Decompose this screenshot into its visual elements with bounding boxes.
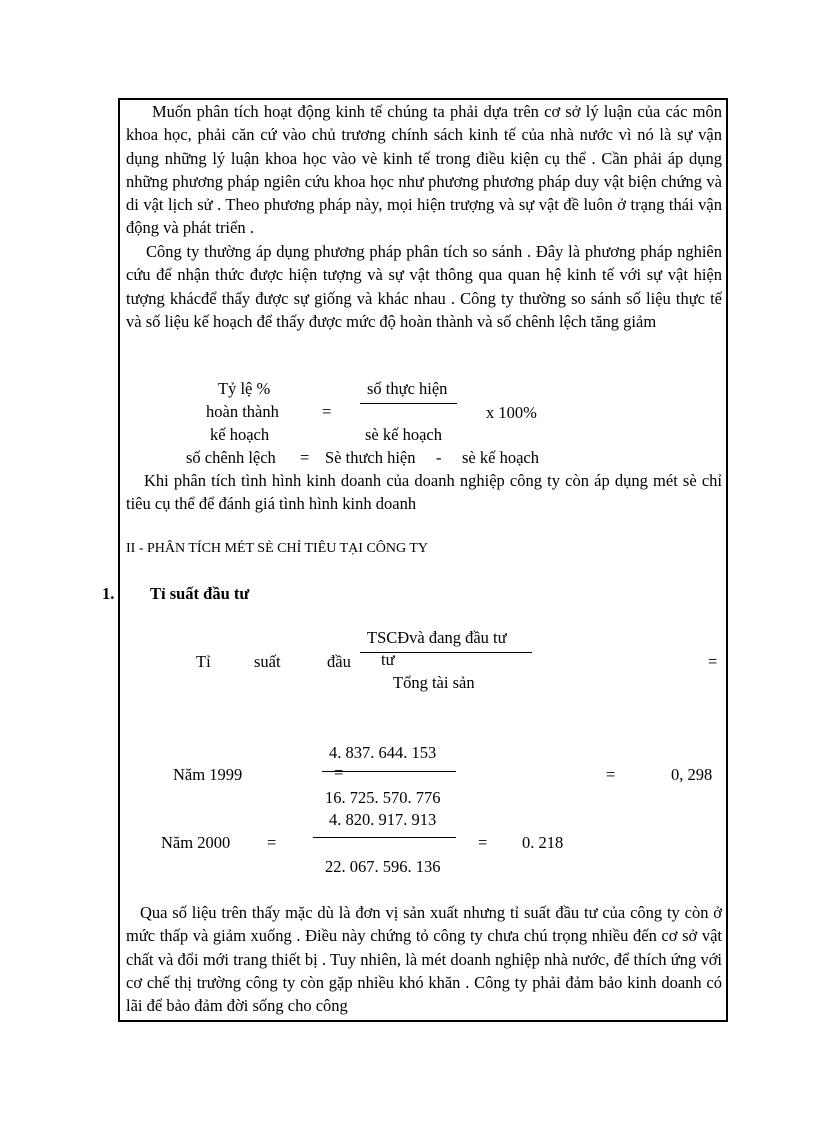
- ratio-numerator: TSCĐvà đang đầu tư: [367, 628, 507, 647]
- formula-equals: =: [322, 402, 332, 421]
- year2000-label: Năm 2000: [161, 833, 231, 852]
- ratio-overflow-word: tư: [381, 650, 395, 669]
- ratio-word-dau: đầu: [327, 652, 351, 671]
- year1999-equals: =: [606, 765, 616, 784]
- year2000-fraction-bar: [313, 837, 456, 838]
- formula-denominator: sè kế hoạch: [365, 425, 442, 444]
- formula-multiplier: x 100%: [486, 403, 537, 422]
- paragraph-indicators: Khi phân tích tình hình kinh doanh của doanh nghiệp công ty còn áp dụng mét sè chỉ tiêu cụ thể để đánh giá tình hình kinh doanh: [126, 471, 722, 514]
- paragraph-methodology: Muốn phân tích hoạt động kinh tế chúng ta phải dựa trên cơ sở lý luận của các môn khoa học, phải căn cứ vào chủ trương chính sách kinh tế của nhà nước vì nó là sự vận dụng những lý luận khoa học vào vè kinh tế trong điều kiện cụ thể . Cần phải áp dụng những phương pháp ngiên cứu khoa học như phương phương pháp duy vật biện chứng và di vật lịch sử . Theo phương pháp này, mọi hiện trượng và sự vật đề luôn ở trạng thái vận động và phát triển .: [126, 102, 722, 238]
- ratio-word-ti: Tỉ: [196, 652, 211, 671]
- year2000-numerator: 4. 820. 917. 913: [329, 810, 437, 829]
- year2000-equals: =: [478, 833, 488, 852]
- section-heading: II - PHÂN TÍCH MÉT SÈ CHỈ TIÊU TẠI CÔNG TY: [126, 541, 429, 556]
- ratio-equals: =: [708, 652, 718, 671]
- diff-formula-minus: -: [436, 448, 442, 467]
- year2000-denominator: 22. 067. 596. 136: [325, 857, 441, 876]
- year1999-numerator: 4. 837. 644. 153: [329, 743, 437, 762]
- subsection-title: Tỉ suất đầu tư: [150, 584, 250, 603]
- paragraph-comparison-method: Công ty thường áp dụng phương pháp phân tích so sánh . Đây là phương pháp nghiên cứu để nhận thức được hiện tượng và sự vật thông qua quan hệ kinh tế với sự vật hiện tượng khácđể thấy được sự giống và khác nhau . Công ty thường so sánh số liệu thực tế và số liệu kế hoạch để thấy được mức độ hoàn thành và số chênh lệch tăng giảm: [126, 242, 722, 331]
- formula-lhs-line3: kế hoạch: [210, 425, 270, 444]
- subsection-number: 1.: [102, 584, 115, 603]
- paragraph-conclusion: Qua số liệu trên thấy mặc dù là đơn vị sản xuất nhưng tỉ suất đầu tư của công ty còn ở mức thấp và giảm xuống . Điều này chứng tỏ công ty chưa chú trọng nhiều đến cơ sở vật chất và đổi mới trang thiết bị . Tuy nhiên, là mét doanh nghiệp nhà nước, để thích ứng với cơ chế thị trường công ty còn gặp nhiều khó khăn . Công ty phải đảm bảo kinh doanh có lãi để bảo đảm đời sống cho công: [126, 903, 722, 1016]
- formula-lhs-line1: Tỷ lệ %: [218, 379, 271, 398]
- year1999-denominator: 16. 725. 570. 776: [325, 788, 441, 807]
- ratio-word-suat: suất: [254, 652, 281, 671]
- diff-formula-lhs: số chênh lệch: [186, 448, 276, 467]
- formula-numerator: số thực hiện: [367, 379, 448, 398]
- diff-formula-equals: =: [300, 448, 310, 467]
- year1999-result: 0, 298: [671, 765, 713, 784]
- year1999-label: Năm 1999: [173, 765, 243, 784]
- formula-fraction-bar: [360, 403, 457, 404]
- diff-formula-term1: Sè thưch hiện: [325, 448, 416, 467]
- year2000-result: 0. 218: [522, 833, 564, 852]
- diff-formula-term2: sè kế hoạch: [462, 448, 539, 467]
- formula-lhs-line2: hoàn thành: [206, 402, 279, 421]
- year1999-mid-equals: =: [334, 763, 344, 782]
- ratio-denominator: Tổng tài sản: [393, 673, 475, 692]
- year2000-left-equals: =: [267, 833, 277, 852]
